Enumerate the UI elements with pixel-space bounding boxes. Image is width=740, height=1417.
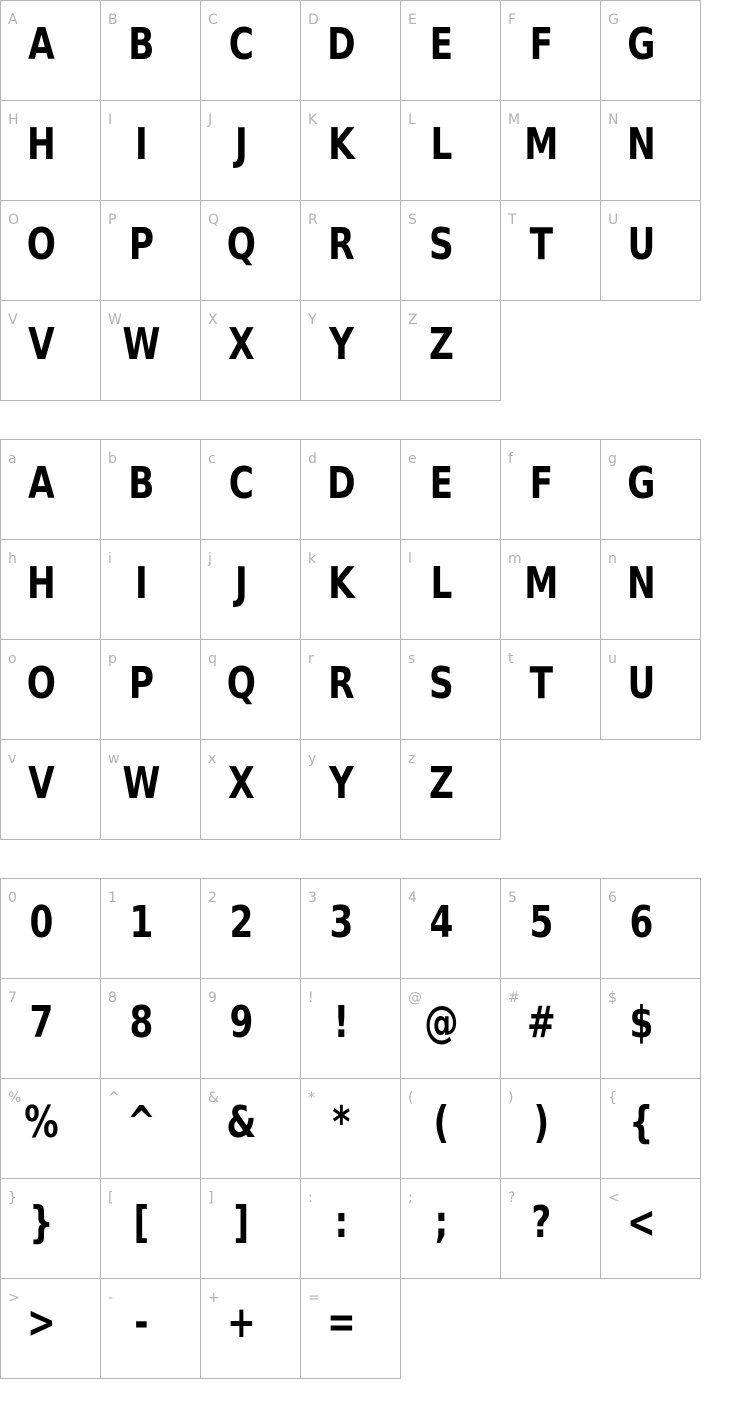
glyph-cell <box>500 100 601 201</box>
glyph-cell <box>400 878 501 979</box>
glyph-cell <box>500 200 601 301</box>
cell-character-label: P <box>108 212 117 228</box>
cell-glyph: % <box>24 1097 58 1148</box>
cell-glyph: G <box>627 19 655 70</box>
glyph-cell <box>300 0 401 101</box>
glyph-cell <box>500 978 601 1079</box>
cell-character-label: * <box>308 1090 315 1106</box>
cell-glyph: X <box>228 319 254 370</box>
cell-character-label: h <box>8 551 17 567</box>
cell-character-label: Q <box>208 212 220 228</box>
cell-glyph: ) <box>533 1097 549 1148</box>
glyph-cell <box>300 300 401 401</box>
cell-character-label: = <box>308 1290 320 1306</box>
glyph-cell <box>200 539 301 640</box>
cell-glyph: J <box>235 558 247 609</box>
cell-glyph: * <box>332 1097 350 1148</box>
glyph-cell <box>100 1178 201 1279</box>
cell-glyph: - <box>134 1297 148 1348</box>
cell-character-label: ! <box>308 990 314 1006</box>
glyph-cell <box>300 100 401 201</box>
glyph-cell <box>100 978 201 1079</box>
glyph-cell <box>400 639 501 740</box>
cell-character-label: L <box>408 112 416 128</box>
glyph-cell <box>400 439 501 540</box>
cell-character-label: c <box>208 451 216 467</box>
cell-glyph: Z <box>428 319 454 370</box>
cell-character-label: v <box>8 751 17 767</box>
glyph-row <box>0 539 740 639</box>
cell-character-label: f <box>508 451 513 467</box>
cell-glyph: F <box>529 458 553 509</box>
glyph-cell <box>0 439 101 540</box>
cell-glyph: H <box>27 558 55 609</box>
cell-glyph: M <box>524 558 558 609</box>
cell-glyph: 9 <box>229 997 253 1048</box>
cell-character-label: > <box>8 1290 20 1306</box>
glyph-cell <box>200 639 301 740</box>
cell-character-label: l <box>408 551 412 567</box>
cell-character-label: 8 <box>108 990 117 1006</box>
cell-glyph: K <box>328 119 354 170</box>
cell-character-label: % <box>8 1090 22 1106</box>
glyph-cell <box>500 0 601 101</box>
cell-character-label: ? <box>508 1190 516 1206</box>
cell-glyph: } <box>29 1197 53 1248</box>
cell-glyph: C <box>228 19 254 70</box>
glyph-cell <box>0 100 101 201</box>
glyph-cell <box>100 878 201 979</box>
cell-glyph: A <box>28 19 54 70</box>
glyph-cell <box>100 439 201 540</box>
glyph-cell <box>600 1178 701 1279</box>
cell-glyph: 3 <box>329 897 353 948</box>
cell-character-label: ; <box>408 1190 413 1206</box>
glyph-row <box>0 1078 740 1178</box>
glyph-cell <box>0 878 101 979</box>
cell-glyph: J <box>235 119 247 170</box>
glyph-cell <box>100 300 201 401</box>
glyph-cell <box>0 739 101 840</box>
glyph-cell <box>100 739 201 840</box>
glyph-cell <box>0 539 101 640</box>
glyph-row <box>0 639 740 739</box>
glyph-cell <box>300 439 401 540</box>
glyph-cell <box>400 300 501 401</box>
glyph-row <box>0 1178 740 1278</box>
cell-character-label: z <box>408 751 416 767</box>
cell-character-label: R <box>308 212 318 228</box>
cell-glyph: N <box>627 558 655 609</box>
cell-glyph: Q <box>226 658 256 709</box>
cell-glyph: G <box>627 458 655 509</box>
glyph-cell <box>400 1178 501 1279</box>
cell-character-label: 0 <box>8 890 17 906</box>
cell-glyph: 2 <box>229 897 253 948</box>
glyph-cell <box>300 539 401 640</box>
cell-character-label: g <box>608 451 617 467</box>
cell-character-label: [ <box>108 1190 114 1206</box>
cell-character-label: # <box>508 990 520 1006</box>
cell-glyph: U <box>627 219 655 270</box>
cell-glyph: ; <box>434 1197 448 1248</box>
cell-character-label: X <box>208 312 218 328</box>
cell-glyph: V <box>28 758 54 809</box>
cell-character-label: H <box>8 112 19 128</box>
glyph-row <box>0 978 740 1078</box>
cell-character-label: s <box>408 651 416 667</box>
cell-character-label: 6 <box>608 890 617 906</box>
cell-glyph: I <box>135 558 147 609</box>
cell-glyph: > <box>27 1297 55 1348</box>
cell-character-label: y <box>308 751 317 767</box>
cell-character-label: G <box>608 12 619 28</box>
cell-character-label: & <box>208 1090 219 1106</box>
glyph-cell <box>200 1278 301 1379</box>
cell-glyph: N <box>627 119 655 170</box>
cell-glyph: R <box>328 658 354 709</box>
cell-glyph: S <box>429 658 453 709</box>
cell-character-label: S <box>408 212 417 228</box>
cell-glyph: [ <box>133 1197 149 1248</box>
glyph-row <box>0 300 740 400</box>
glyph-cell <box>0 300 101 401</box>
cell-glyph: O <box>26 658 56 709</box>
cell-glyph: W <box>122 319 160 370</box>
glyph-cell <box>200 1078 301 1179</box>
cell-character-label: Z <box>408 312 418 328</box>
cell-glyph: ] <box>233 1197 249 1248</box>
cell-glyph: ^ <box>127 1097 155 1148</box>
cell-character-label: $ <box>608 990 617 1006</box>
cell-character-label: M <box>508 112 521 128</box>
cell-character-label: : <box>308 1190 313 1206</box>
glyph-cell <box>200 0 301 101</box>
cell-character-label: + <box>208 1290 220 1306</box>
section-lowercase <box>0 439 740 839</box>
cell-glyph: < <box>627 1197 655 1248</box>
glyph-cell <box>100 1078 201 1179</box>
cell-character-label: K <box>308 112 318 128</box>
cell-glyph: A <box>28 458 54 509</box>
glyph-cell <box>200 739 301 840</box>
glyph-cell <box>400 739 501 840</box>
cell-glyph: T <box>529 658 553 709</box>
cell-glyph: 1 <box>129 897 153 948</box>
cell-character-label: j <box>208 551 212 567</box>
glyph-cell <box>0 200 101 301</box>
cell-character-label: 7 <box>8 990 17 1006</box>
glyph-cell <box>200 200 301 301</box>
glyph-row <box>0 439 740 539</box>
glyph-row <box>0 100 740 200</box>
cell-character-label: n <box>608 551 617 567</box>
cell-character-label: r <box>308 651 314 667</box>
glyph-row <box>0 878 740 978</box>
cell-glyph: Y <box>328 758 354 809</box>
glyph-cell <box>100 639 201 740</box>
glyph-cell <box>400 1078 501 1179</box>
cell-glyph: & <box>226 1097 256 1148</box>
cell-glyph: E <box>429 19 453 70</box>
cell-glyph: W <box>122 758 160 809</box>
cell-glyph: $ <box>629 997 653 1048</box>
cell-character-label: < <box>608 1190 620 1206</box>
cell-glyph: 0 <box>29 897 53 948</box>
glyph-cell <box>500 1178 601 1279</box>
cell-character-label: J <box>208 112 213 128</box>
cell-glyph: E <box>429 458 453 509</box>
cell-glyph: K <box>328 558 354 609</box>
cell-character-label: d <box>308 451 317 467</box>
cell-character-label: o <box>8 651 17 667</box>
cell-glyph: 8 <box>129 997 153 1048</box>
cell-glyph: D <box>327 19 355 70</box>
glyph-cell <box>100 1278 201 1379</box>
glyph-cell <box>200 439 301 540</box>
glyph-cell <box>300 978 401 1079</box>
cell-glyph: ! <box>333 997 349 1048</box>
cell-glyph: O <box>26 219 56 270</box>
glyph-cell <box>0 1278 101 1379</box>
cell-glyph: F <box>529 19 553 70</box>
glyph-row <box>0 0 740 100</box>
cell-character-label: } <box>8 1190 17 1206</box>
cell-character-label: 5 <box>508 890 517 906</box>
cell-character-label: U <box>608 212 619 228</box>
cell-character-label: B <box>108 12 118 28</box>
glyph-cell <box>300 1178 401 1279</box>
cell-glyph: 7 <box>29 997 53 1048</box>
cell-character-label: - <box>108 1290 114 1306</box>
glyph-cell <box>100 200 201 301</box>
cell-character-label: i <box>108 551 112 567</box>
cell-character-label: D <box>308 12 319 28</box>
cell-glyph: L <box>430 558 452 609</box>
glyph-cell <box>200 1178 301 1279</box>
cell-character-label: 1 <box>108 890 117 906</box>
cell-character-label: e <box>408 451 417 467</box>
cell-glyph: R <box>328 219 354 270</box>
cell-character-label: m <box>508 551 522 567</box>
cell-character-label: t <box>508 651 514 667</box>
cell-glyph: S <box>429 219 453 270</box>
cell-glyph: : <box>334 1197 348 1248</box>
cell-glyph: + <box>227 1297 255 1348</box>
cell-character-label: C <box>208 12 218 28</box>
glyph-cell <box>200 978 301 1079</box>
cell-glyph: B <box>128 19 154 70</box>
cell-character-label: q <box>208 651 217 667</box>
cell-character-label: x <box>208 751 217 767</box>
cell-character-label: Y <box>308 312 317 328</box>
cell-character-label: W <box>108 312 122 328</box>
glyph-cell <box>600 0 701 101</box>
cell-glyph: P <box>128 658 154 709</box>
cell-glyph: V <box>28 319 54 370</box>
cell-character-label: E <box>408 12 417 28</box>
cell-glyph: Z <box>428 758 454 809</box>
glyph-row <box>0 1278 740 1378</box>
glyph-cell <box>500 1078 601 1179</box>
glyph-cell <box>0 978 101 1079</box>
glyph-cell <box>600 978 701 1079</box>
glyph-cell <box>300 639 401 740</box>
glyph-cell <box>300 1278 401 1379</box>
glyph-cell <box>400 100 501 201</box>
glyph-cell <box>200 300 301 401</box>
cell-glyph: ( <box>433 1097 449 1148</box>
cell-glyph: I <box>135 119 147 170</box>
glyph-cell <box>600 539 701 640</box>
glyph-cell <box>400 978 501 1079</box>
cell-glyph: P <box>128 219 154 270</box>
glyph-cell <box>0 1178 101 1279</box>
cell-glyph: Y <box>328 319 354 370</box>
cell-character-label: F <box>508 12 517 28</box>
cell-character-label: ) <box>508 1090 514 1106</box>
cell-character-label: 3 <box>308 890 317 906</box>
glyph-cell <box>500 439 601 540</box>
glyph-cell <box>100 0 201 101</box>
cell-glyph: M <box>524 119 558 170</box>
glyph-cell <box>500 639 601 740</box>
glyph-row <box>0 200 740 300</box>
cell-glyph: # <box>527 997 555 1048</box>
glyph-cell <box>100 100 201 201</box>
cell-glyph: L <box>430 119 452 170</box>
cell-glyph: B <box>128 458 154 509</box>
glyph-cell <box>0 1078 101 1179</box>
glyph-cell <box>300 1078 401 1179</box>
cell-glyph: X <box>228 758 254 809</box>
cell-glyph: H <box>27 119 55 170</box>
cell-character-label: 2 <box>208 890 217 906</box>
glyph-cell <box>600 878 701 979</box>
cell-character-label: ( <box>408 1090 414 1106</box>
cell-character-label: k <box>308 551 317 567</box>
glyph-cell <box>400 539 501 640</box>
cell-glyph: C <box>228 458 254 509</box>
glyph-cell <box>600 1078 701 1179</box>
glyph-cell <box>300 878 401 979</box>
cell-glyph: ? <box>531 1197 551 1248</box>
cell-glyph: @ <box>424 997 458 1048</box>
glyph-cell <box>600 100 701 201</box>
glyph-row <box>0 739 740 839</box>
glyph-cell <box>500 878 601 979</box>
cell-character-label: 4 <box>408 890 417 906</box>
cell-character-label: { <box>608 1090 617 1106</box>
cell-character-label: u <box>608 651 617 667</box>
cell-glyph: T <box>529 219 553 270</box>
glyph-cell <box>0 0 101 101</box>
cell-character-label: w <box>108 751 120 767</box>
section-uppercase <box>0 0 740 400</box>
glyph-cell <box>300 739 401 840</box>
cell-glyph: { <box>629 1097 653 1148</box>
cell-glyph: 4 <box>429 897 453 948</box>
cell-character-label: N <box>608 112 619 128</box>
glyph-cell <box>500 539 601 640</box>
cell-character-label: O <box>8 212 20 228</box>
glyph-cell <box>100 539 201 640</box>
cell-glyph: D <box>327 458 355 509</box>
glyph-cell <box>0 639 101 740</box>
cell-glyph: 5 <box>529 897 553 948</box>
cell-character-label: p <box>108 651 117 667</box>
glyph-cell <box>300 200 401 301</box>
cell-character-label: ] <box>208 1190 214 1206</box>
cell-character-label: a <box>8 451 17 467</box>
glyph-cell <box>600 200 701 301</box>
cell-character-label: I <box>108 112 113 128</box>
glyph-cell <box>400 200 501 301</box>
cell-character-label: @ <box>408 990 422 1006</box>
section-numerals-symbols <box>0 878 740 1378</box>
cell-character-label: A <box>8 12 18 28</box>
cell-glyph: 6 <box>629 897 653 948</box>
cell-character-label: V <box>8 312 18 328</box>
cell-glyph: Q <box>226 219 256 270</box>
glyph-cell <box>600 439 701 540</box>
cell-glyph: U <box>627 658 655 709</box>
cell-character-label: b <box>108 451 117 467</box>
glyph-cell <box>200 100 301 201</box>
cell-character-label: T <box>508 212 517 228</box>
cell-character-label: 9 <box>208 990 217 1006</box>
glyph-cell <box>200 878 301 979</box>
glyph-cell <box>400 0 501 101</box>
glyph-cell <box>600 639 701 740</box>
cell-character-label: ^ <box>108 1090 120 1106</box>
cell-glyph: = <box>327 1297 355 1348</box>
